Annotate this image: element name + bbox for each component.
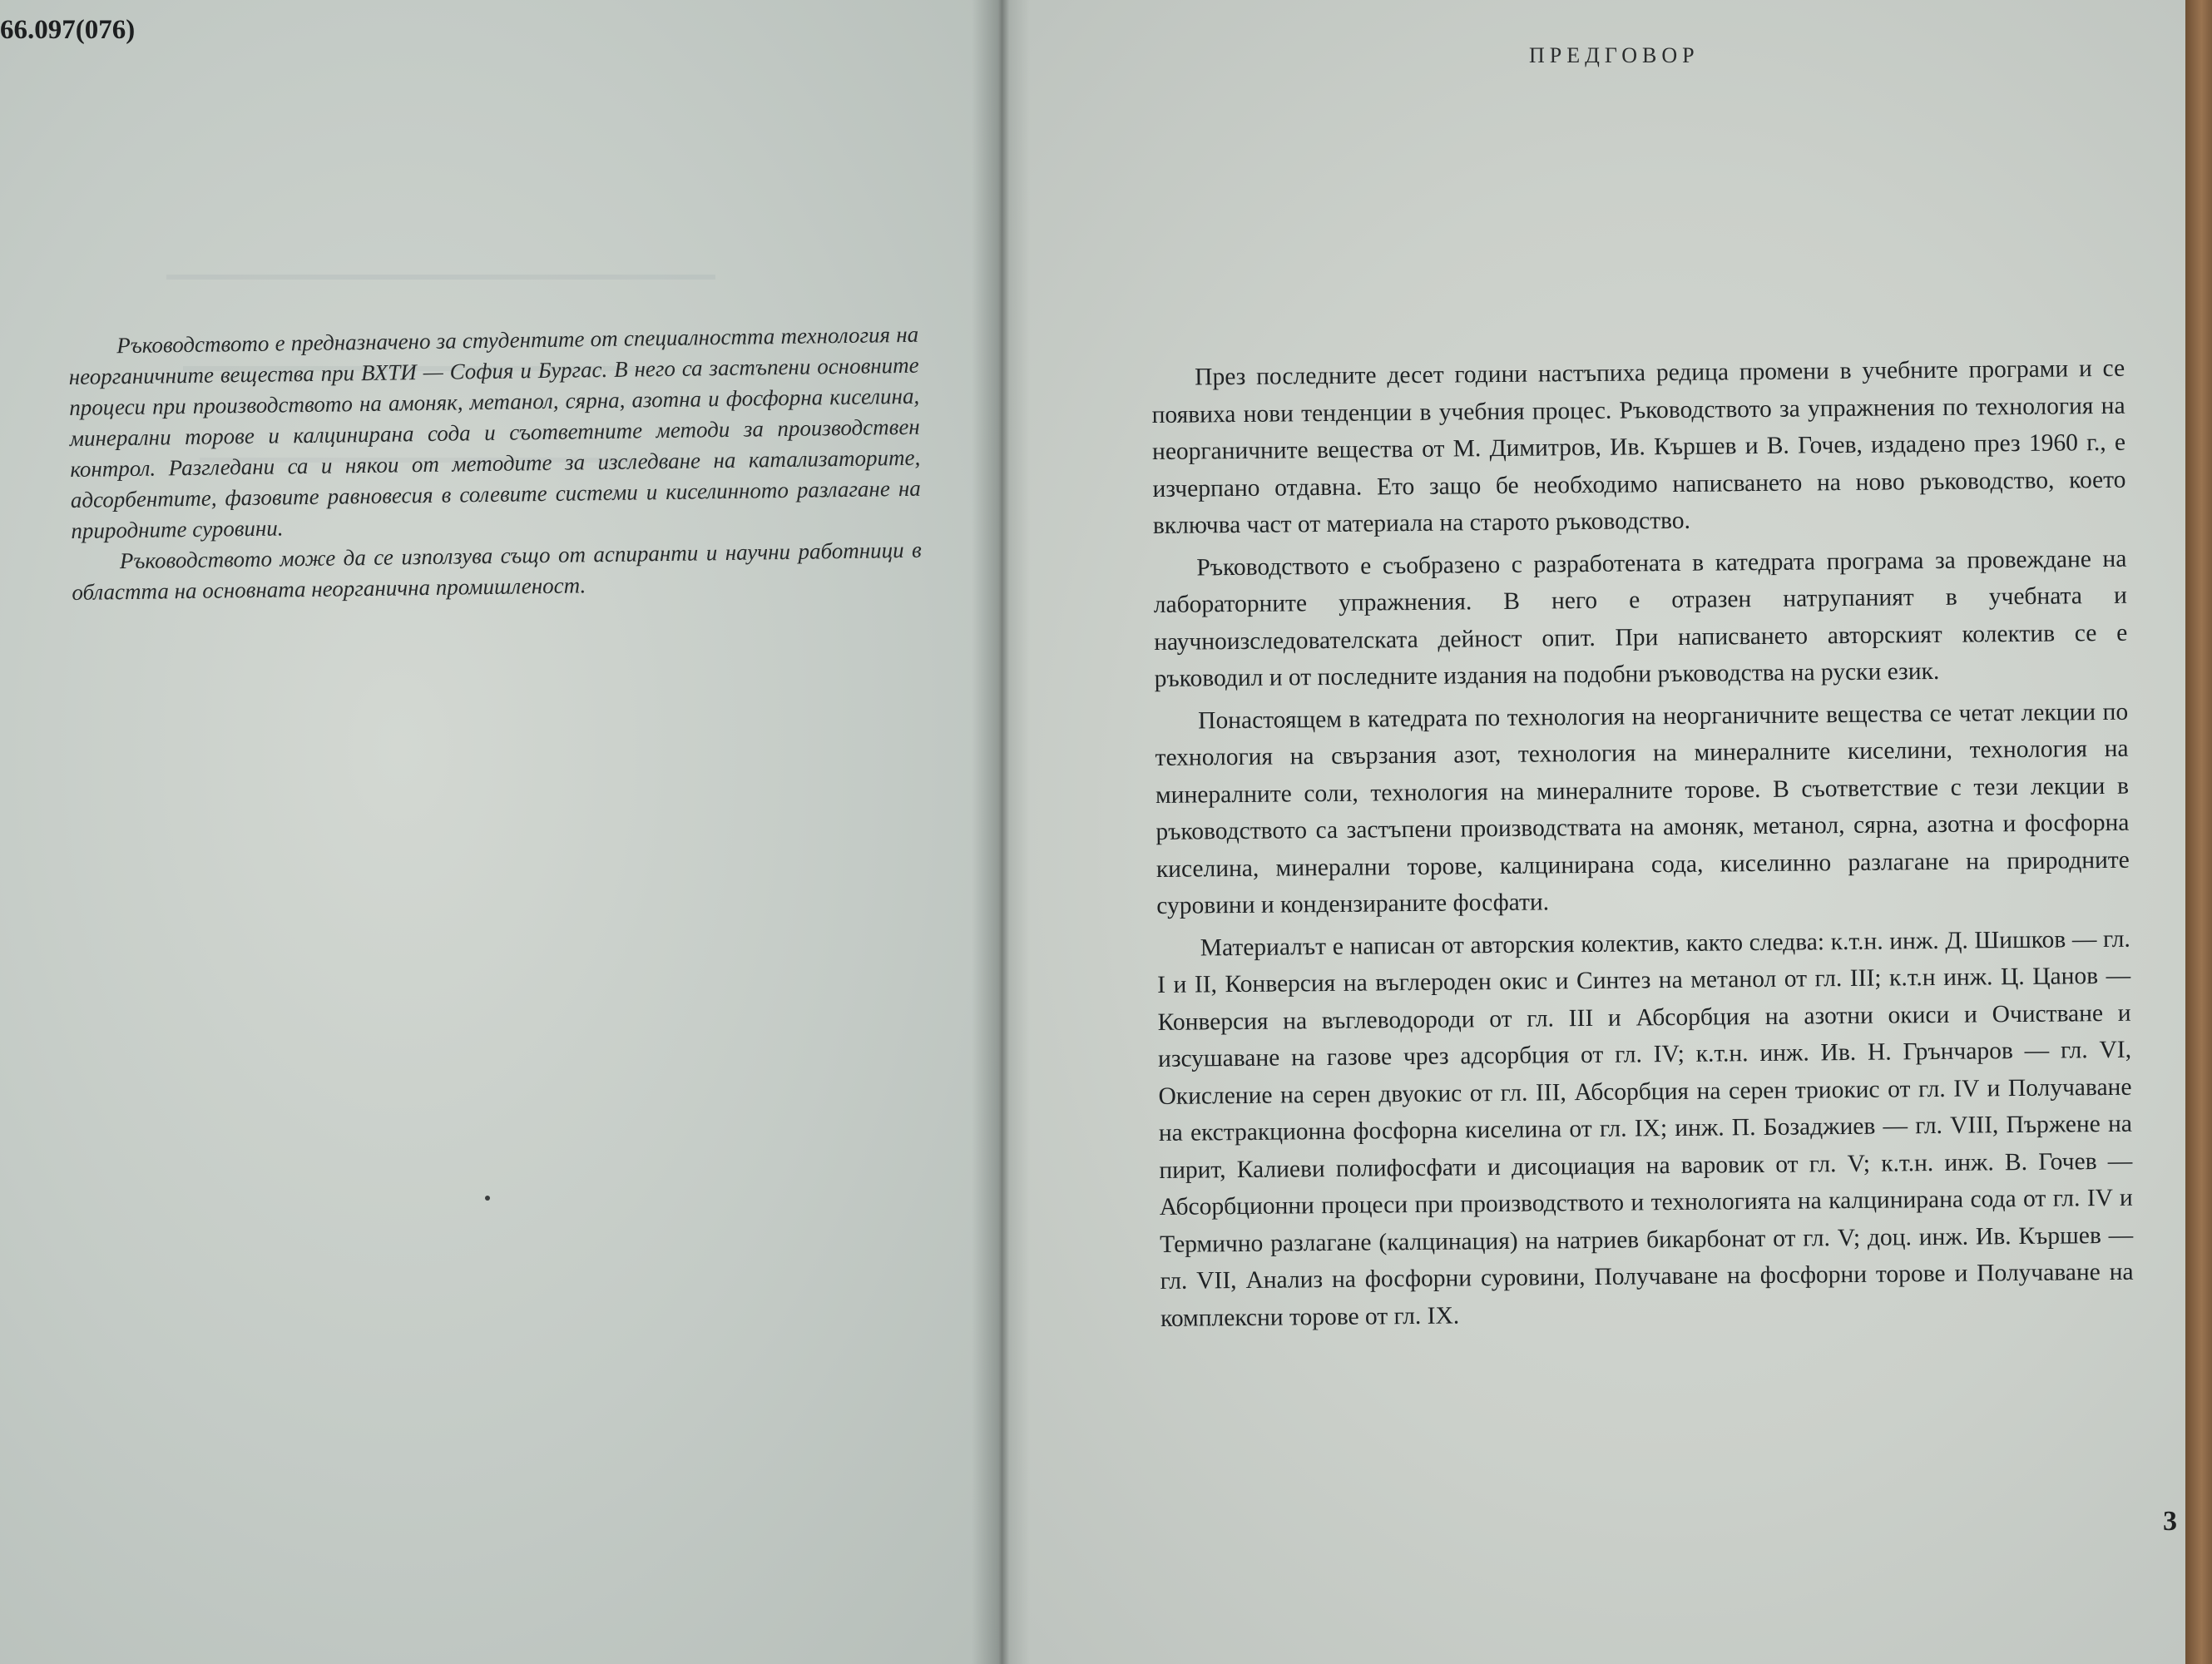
preface-paragraph: През последните десет години настъпиха редица промени в учебните програми и се появиха нови тенденции в учебния процес. Ръководството за упражнения по технология на неорганичните вещества от М. Димитров, Ив. Кършев и В. Гочев, издадено през 1960 г., е изчерпано отдавна. Ето защо бе необходимо написването на ново ръководство, което включва част от материала на старото ръководство. xyxy=(1151,354,2126,539)
udk-code: 66.097(076) xyxy=(0,15,136,45)
preface-body xyxy=(1151,350,2134,1342)
page-number: 3 xyxy=(2163,1506,2177,1537)
table-surface xyxy=(2185,0,2212,1664)
preface-paragraph: Понастоящем в катедрата по технология на неорганичните вещества се четат лекции по технология на свързания азот, технология на минералните киселини, технология на минералните соли, технология на минералните торове. В съответствие с тези лекции в ръководството са застъпени производствата на амоняк, метанол, сярна, азотна и фосфорна киселина, минерални торове, калцинирана сода, киселинно разлагане на природните суровини и кондензираните фосфати. xyxy=(1155,698,2130,919)
preface-paragraph: Материалът е написан от авторския колектив, както следва: к.т.н. инж. Д. Шишков — гл. I и II, Конверсия на въглероден окис и Синтез на метанол от гл. III; к.т.н инж. Ц. Цанов — Конверсия на въглеводороди от гл. III и Абсорбция на азотни окиси и Очистване и изсушаване на газове чрез адсорбция от гл. IV; к.т.н. инж. Ив. Н. Грънчаров — гл. VI, Окисление на серен двуокис от гл. III, Абсорбция на серен триокис от гл. IV и Получаване на екстракционна фосфорна киселина от гл. IX; инж. П. Бозаджиев — гл. VIII, Пържене на пирит, Калиеви полифосфати и дисоциация на варовик от гл. V; к.т.н. инж. В. Гочев — Абсорбционни процеси при производството и технологията на калцинирана сода от гл. IV и Термично разлагане (калцинация) на натриев бикарбонат от гл. V; доц. инж. Ив. Кършев — гл. VII, Анализ на фосфорни суровини, Получаване на фосфорни торове и Получаване на комплексни торове от гл. IX. xyxy=(1157,925,2134,1332)
page-header: ПРЕДГОВОР xyxy=(1529,43,1700,67)
preface-paragraph: Ръководството е съобразено с разработената в катедрата програма за провеждане на лабораторните упражнения. В него е отразен натрупаният в учебната и научноизследователската дейност опит. При написването авторският колектив се е ръководил и от последните издания на подобни ръководства на руски език. xyxy=(1153,545,2128,692)
book-gutter xyxy=(972,0,1030,1664)
paper-speck xyxy=(485,1196,490,1201)
annotation-block xyxy=(68,319,923,608)
annotation-paragraph: Ръководството може да се използува също от аспиранти и научни работници в областта на основната неорганична промишленост. xyxy=(72,537,922,605)
left-page xyxy=(0,0,998,1664)
annotation-paragraph: Ръководството е предназначено за студентите от специалността технология на неорганичните вещества при ВХТИ — София и Бургас. В него са застъпени основните процеси при производството на амоняк, метанол, сярна, азотна и фосфорна киселина, минерални торове и калцинирана сода и съответните методи за производствен контрол. Разгледани са и някои от методите за изследване на катализаторите, адсорбентите, фазовите равновесия в солевите системи и киселинното разлагане на природните суровини. xyxy=(68,321,921,543)
